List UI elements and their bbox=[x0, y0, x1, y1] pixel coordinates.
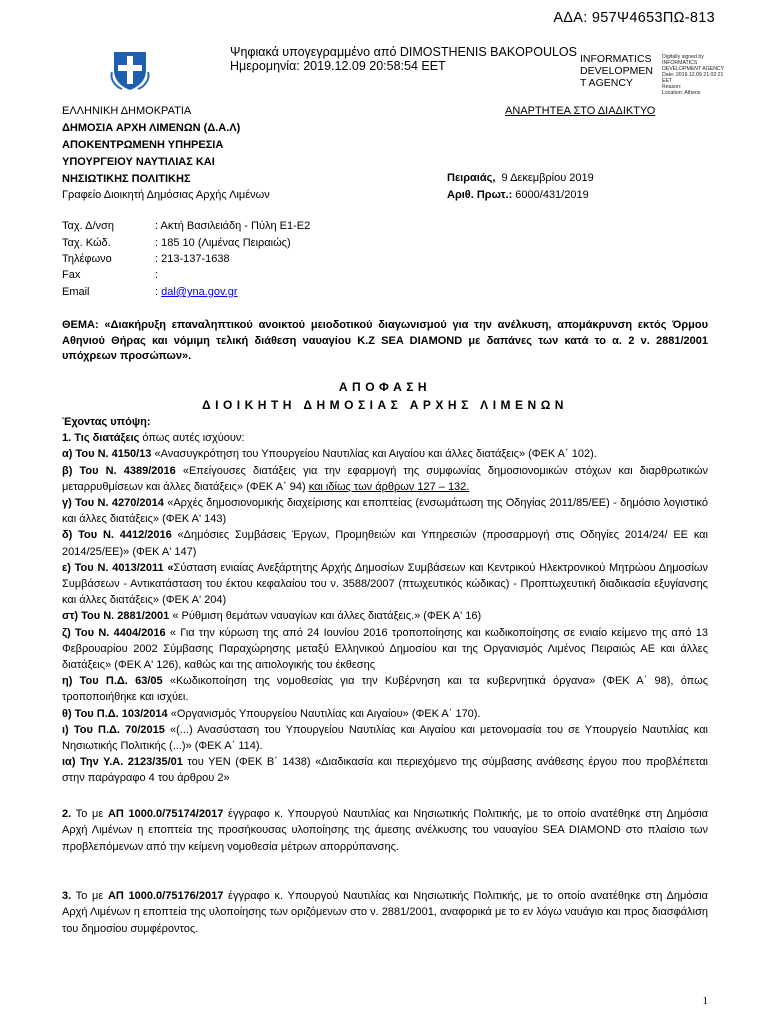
contact-address-label: Ταχ. Δ/νση bbox=[62, 220, 114, 232]
email-prefix: : bbox=[155, 286, 162, 298]
signature-meta-line: INFORMATICS bbox=[662, 60, 698, 66]
law-item: θ) Του Π.Δ. 103/2014 «Οργανισμός Υπουργείου Ναυτιλίας και Αιγαίου» (ΦΕΚ Α΄ 170). bbox=[62, 707, 481, 720]
item2-ref: ΑΠ 1000.0/75174/2017 bbox=[107, 808, 224, 820]
item3-ref: ΑΠ 1000.0/75176/2017 bbox=[107, 890, 224, 902]
publish-notice: ΑΝΑΡΤΗΤΕΑ ΣΤΟ ΔΙΑΔΙΚΤΥΟ bbox=[505, 105, 656, 117]
law-item: ε) Του Ν. 4013/2011 «Σύσταση ενιαίας Ανεξάρτητης Αρχής Δημοσίων Συμβάσεων και Κεντρικού Ηλεκτρονικού Μητρώου Δημοσίων Συμβάσεων - Αντικατάσταση του έκτου κεφαλαίου του ν. 3588/2007 (πτωχευτικός κώδικας) - Προπτωχευτική διαδικασία εξυγίανσης και άλλες διατάξεις» (ΦΕΚ Α' 204) bbox=[62, 561, 708, 607]
signature-date: Ημερομηνία: 2019.12.09 20:58:54 EET bbox=[230, 59, 446, 73]
signature-meta-line: EET bbox=[662, 78, 673, 84]
signature-org: INFORMATICS DEVELOPMEN T AGENCY bbox=[580, 53, 653, 89]
place-date bbox=[447, 172, 594, 184]
protocol-number bbox=[447, 189, 589, 201]
considering-label: Έχοντας υπόψη: bbox=[62, 416, 151, 428]
item3: 3. Το με ΑΠ 1000.0/75176/2017 έγγραφο κ. Υπουργού Ναυτιλίας και Νησιωτικής Πολιτικής, με το οποίο ανατέθηκε στη Δημόσια Αρχή Λιμένων η εποπτεία της υλοποίησης των οριζόμενων στο ν. 2881/2001, αναφορικά με το εν λόγω ναυάγιο και προς διασφάλιση του δημοσίου συμφέροντος. bbox=[62, 890, 709, 935]
page-number: 1 bbox=[702, 995, 708, 1007]
signature-meta-line: Date: 2019.12.09 21:02:21 bbox=[662, 72, 724, 78]
date-value: 9 Δεκεμβρίου 2019 bbox=[501, 172, 594, 184]
law-item: γ) Του Ν. 4270/2014 «Αρχές δημοσιονομικής διαχείρισης και εποπτείας (ενσωμάτωση της Οδηγίας 2011/85/ΕΕ) - δημόσιο λογιστικό και άλλες διατάξεις» (ΦΕΚ Α' 143) bbox=[62, 497, 708, 526]
law-underline: και ιδίως των άρθρων 127 – 132. bbox=[308, 480, 470, 493]
law-item: ια) Την Υ.Α. 2123/35/01 του ΥΕΝ (ΦΕΚ Β΄ 1438) «Διαδικασία και περιεχόμενο της σύμβασης ανάθεσης έργου που προβλέπεται στην παράγραφο 4 του άρθρου 2» bbox=[62, 756, 708, 785]
law-item: δ) Του Ν. 4412/2016 «Δημόσιες Συμβάσεις Έργων, Προμηθειών και Υπηρεσιών (προσαρμογή στις Οδηγίες 2014/24/ ΕΕ και 2014/25/ΕΕ)» (ΦΕΚ Α' 147) bbox=[62, 529, 708, 558]
header-service: ΑΠΟΚΕΝΤΡΩΜΕΝΗ ΥΠΗΡΕΣΙΑ bbox=[62, 139, 224, 151]
contact-email-value bbox=[155, 286, 238, 298]
protocol-label: Αριθ. Πρωτ.: bbox=[447, 189, 513, 201]
law-item: η) Του Π.Δ. 63/05 «Κωδικοποίηση της νομοθεσίας για την Κυβέρνηση και τα κυβερνητικά όργανα» (ΦΕΚ Α΄ 98), όπως τροποποιήθηκε και ισχύει. bbox=[62, 675, 708, 704]
decision-title: ΑΠΟΦΑΣΗ bbox=[338, 380, 432, 394]
contact-phone-label: Τηλέφωνο bbox=[62, 253, 112, 265]
header-office: Γραφείο Διοικητή Δημόσιας Αρχής Λιμένων bbox=[62, 189, 270, 201]
contact-fax-label: Fax bbox=[62, 269, 81, 281]
header-ministry: ΥΠΟΥΡΓΕΙΟΥ ΝΑΥΤΙΛΙΑΣ ΚΑΙ bbox=[62, 156, 215, 168]
contact-fax-value: : bbox=[155, 269, 159, 281]
protocol-value: 6000/431/2019 bbox=[515, 189, 589, 201]
greek-emblem-icon bbox=[108, 48, 152, 92]
law-item: ι) Του Π.Δ. 70/2015 «(...) Ανασύσταση του Υπουργείου Ναυτιλίας και Αιγαίου και μετονομασία του σε Υπουργείο Ναυτιλίας και Νησιωτικής Πολιτικής (...)» (ΦΕΚ Α΄ 114). bbox=[62, 723, 709, 753]
contact-zip-value: : 185 10 (Λιμένας Πειραιώς) bbox=[155, 237, 291, 249]
header-policy: ΝΗΣΙΩΤΙΚΗΣ ΠΟΛΙΤΙΚΗΣ bbox=[62, 173, 191, 185]
signature-meta-line: Digitally signed by bbox=[662, 54, 704, 60]
law-item: α) Του Ν. 4150/13 «Ανασυγκρότηση του Υπουργείου Ναυτιλίας και Αιγαίου και άλλες διατάξεις» (ΦΕΚ Α΄ 102). bbox=[62, 448, 597, 461]
signature-signer: Ψηφιακά υπογεγραμμένο από DIMOSTHENIS BAKOPOULOS bbox=[230, 45, 577, 59]
law-item: β) Του Ν. 4389/2016 «Επείγουσες διατάξεις για την εφαρμογή της συμφωνίας δημοσιονομικών στόχων και διαρθρωτικών μεταρρυθμίσεων και άλλες διατάξεις» (ΦΕΚ Α΄ 94) και ιδίως των άρθρων 127 – 132. bbox=[62, 464, 709, 493]
item2: 2. Το με ΑΠ 1000.0/75174/2017 έγγραφο κ. Υπουργού Ναυτιλίας και Νησιωτικής Πολιτικής, με το οποίο ανατέθηκε στη Δημόσια Αρχή Λιμένων η εποπτεία της προσήκουσας υλοποίησης της άμεσης ανέλκυσης του ναυαγίου SEA DIAMOND στο πλαίσιο των προβλεπόμενων από την κείμενη νομοθεσία μέτρων απορρύπανσης. bbox=[62, 808, 709, 853]
signature-meta-line: Location: Athens bbox=[662, 90, 701, 96]
item1: 1. Τις διατάξεις όπως αυτές ισχύουν: bbox=[62, 432, 245, 445]
decision-subtitle: ΔΙΟΙΚΗΤΗ ΔΗΜΟΣΙΑΣ ΑΡΧΗΣ ΛΙΜΕΝΩΝ bbox=[202, 398, 568, 412]
contact-email-label: Email bbox=[62, 286, 90, 298]
header-republic: ΕΛΛΗΝΙΚΗ ΔΗΜΟΚΡΑΤΙΑ bbox=[62, 105, 192, 117]
considerations-block bbox=[62, 414, 708, 787]
signature-meta bbox=[662, 54, 742, 96]
contact-phone-value: : 213-137-1638 bbox=[155, 253, 230, 265]
signature-meta-line: Reason: bbox=[662, 84, 682, 90]
signature-meta-line: DEVELOPMENT AGENCY bbox=[662, 66, 725, 72]
law-item: στ) Του Ν. 2881/2001 « Ρύθμιση θεμάτων ναυαγίων και άλλες διατάξεις.» (ΦΕΚ Α' 16) bbox=[62, 610, 482, 623]
contact-zip-label: Ταχ. Κώδ. bbox=[62, 237, 111, 249]
item1-rest: όπως αυτές ισχύουν: bbox=[139, 432, 245, 445]
ada-number: ΑΔΑ: 957Ψ4653ΠΩ-813 bbox=[553, 10, 715, 26]
header-authority: ΔΗΜΟΣΙΑ ΑΡΧΗ ΛΙΜΕΝΩΝ (Δ.Α.Λ) bbox=[62, 122, 241, 134]
item1-bold: Τις διατάξεις bbox=[74, 432, 140, 445]
subject: ΘΕΜΑ: «Διακήρυξη επαναληπτικού ανοικτού μειοδοτικού διαγωνισμού για την ανέλκυση, απομάκρυνση εκτός Όρμου Αθηνιού Θήρας και νόμιμη τελική διάθεση ναυαγίου Κ.Ζ SEA DIAMOND με δαπάνες των κατά το α. 2 ν. 2881/2001 υπόχρεων προσώπων». bbox=[62, 319, 708, 362]
law-item: ζ) Του Ν. 4404/2016 « Για την κύρωση της από 24 Ιουνίου 2016 τροποποίησης και κωδικοποίησης σε ενιαίο κείμενο της από 13 Φεβρουαρίου 2002 Σύμβασης Παραχώρησης μεταξύ Ελληνικού Δημοσίου και της Οργανισμός Λιμένος Πειραιώς ΑΕ και άλλες διατάξεις» (ΦΕΚ Α' 126), καθώς και της αιτιολογικής του έκθεσης bbox=[62, 626, 708, 672]
email-link[interactable]: dal@yna.gov.gr bbox=[161, 286, 238, 298]
contact-address-value: : Ακτή Βασιλειάδη - Πύλη Ε1-Ε2 bbox=[155, 220, 311, 232]
place-label: Πειραιάς, bbox=[447, 172, 496, 184]
